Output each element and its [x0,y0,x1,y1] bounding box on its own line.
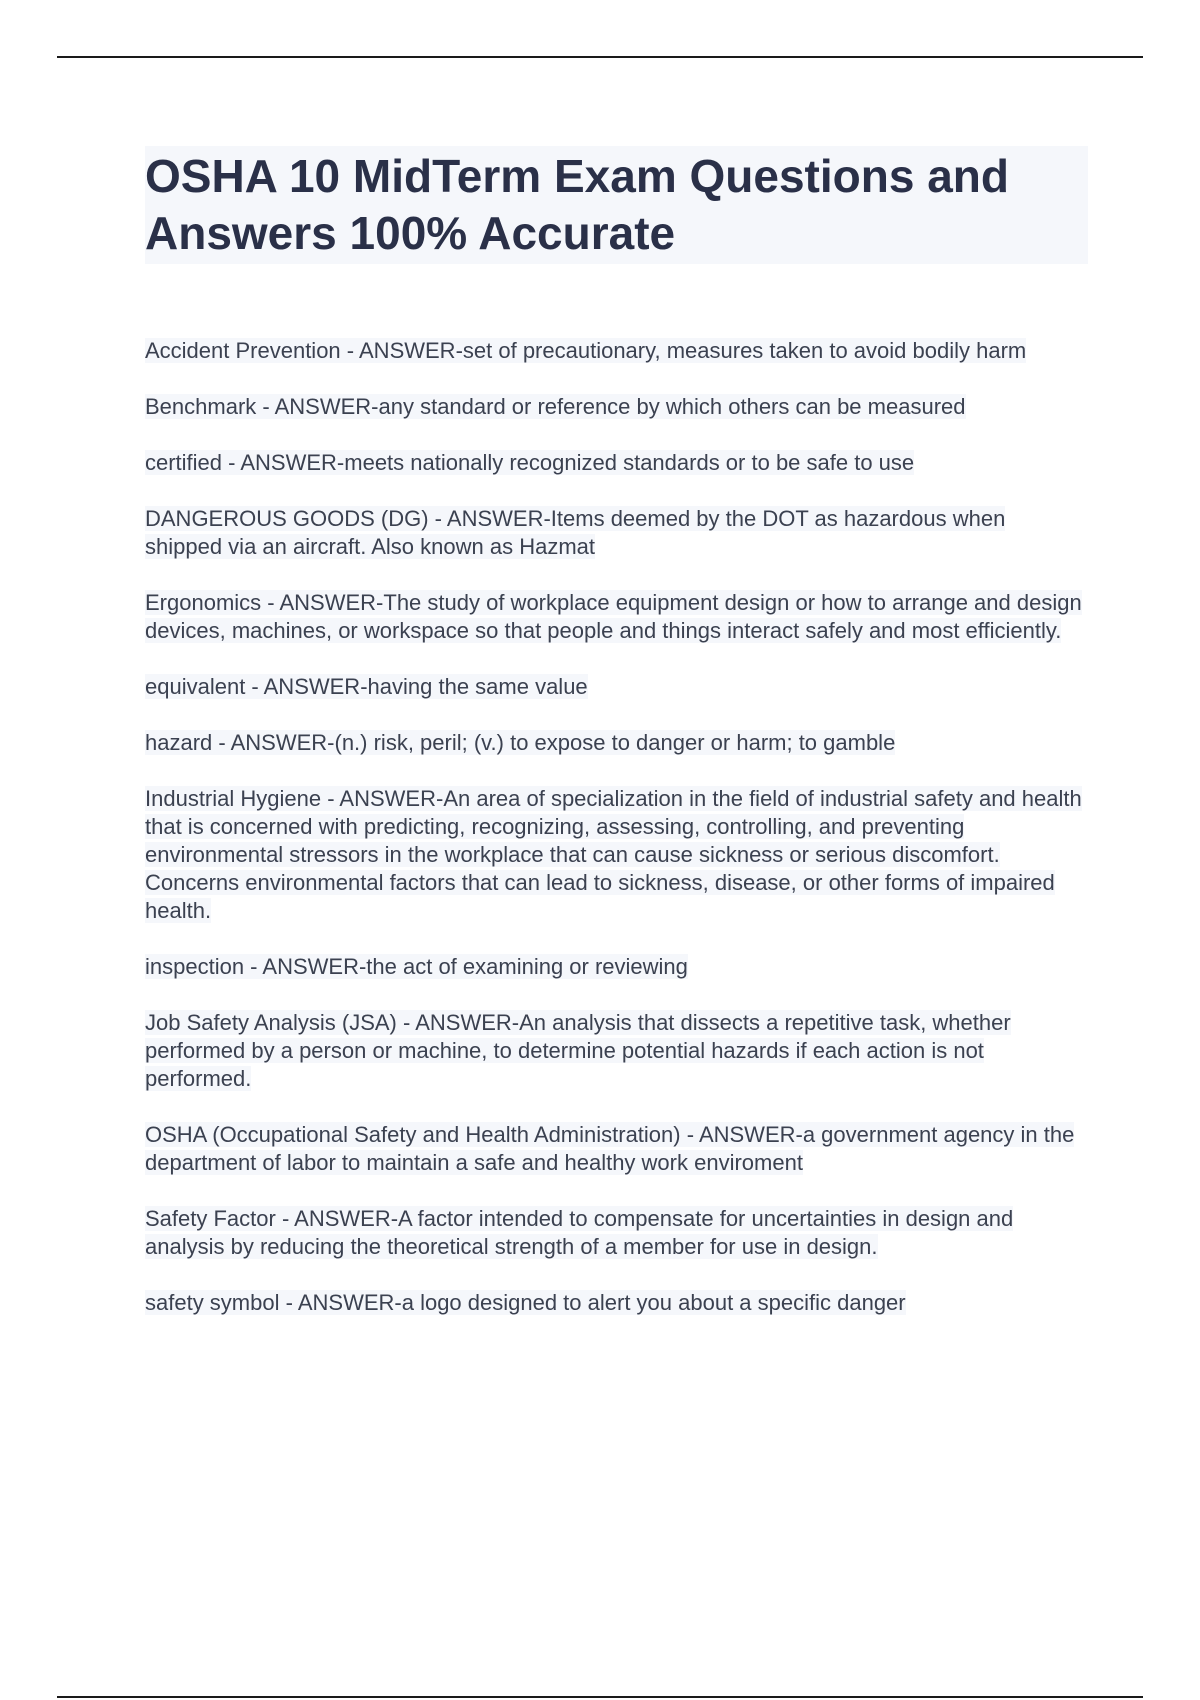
definition-text: Industrial Hygiene - ANSWER-An area of specialization in the field of industrial safety and health that is concerned with predicting, recognizing, assessing, controlling, and preventing environmental stressors in the workplace that can cause sickness or serious discomfort. Concerns environmental factors that can lead to sickness, disease, or other forms of impaired health. [145,786,1082,923]
definition-entry [145,673,1085,701]
definition-text: Job Safety Analysis (JSA) - ANSWER-An analysis that dissects a repetitive task, whether performed by a person or machine, to determine potential hazards if each action is not performed. [145,1010,1011,1091]
definition-text: Benchmark - ANSWER-any standard or reference by which others can be measured [145,394,966,419]
document-title: OSHA 10 MidTerm Exam Questions and Answers 100% Accurate [145,146,1088,264]
definition-entry [145,449,1085,477]
footer-rule [57,1696,1143,1698]
definition-entry [145,1289,1085,1317]
definition-entry [145,1205,1085,1261]
header-rule [57,56,1143,58]
definition-text: Safety Factor - ANSWER-A factor intended to compensate for uncertainties in design and analysis by reducing the theoretical strength of a member for use in design. [145,1206,1014,1259]
definition-entry [145,505,1085,561]
definition-entry [145,729,1085,757]
definition-text: OSHA (Occupational Safety and Health Administration) - ANSWER-a government agency in the department of labor to maintain a safe and healthy work enviroment [145,1122,1075,1175]
definition-entry [145,1009,1085,1093]
definition-text: equivalent - ANSWER-having the same value [145,674,588,699]
definition-entry [145,337,1085,365]
definition-text: safety symbol - ANSWER-a logo designed to alert you about a specific danger [145,1290,906,1315]
definition-text: certified - ANSWER-meets nationally recognized standards or to be safe to use [145,450,915,475]
definition-entry [145,785,1085,925]
definition-list [145,337,1085,1345]
definition-entry [145,1121,1085,1177]
definition-text: Ergonomics - ANSWER-The study of workplace equipment design or how to arrange and design devices, machines, or workspace so that people and things interact safely and most efficiently. [145,590,1082,643]
definition-text: Accident Prevention - ANSWER-set of precautionary, measures taken to avoid bodily harm [145,338,1027,363]
definition-text: inspection - ANSWER-the act of examining or reviewing [145,954,688,979]
definition-text: hazard - ANSWER-(n.) risk, peril; (v.) to expose to danger or harm; to gamble [145,730,896,755]
definition-entry [145,393,1085,421]
definition-text: DANGEROUS GOODS (DG) - ANSWER-Items deemed by the DOT as hazardous when shipped via an aircraft. Also known as Hazmat [145,506,1006,559]
definition-entry [145,589,1085,645]
definition-entry [145,953,1085,981]
